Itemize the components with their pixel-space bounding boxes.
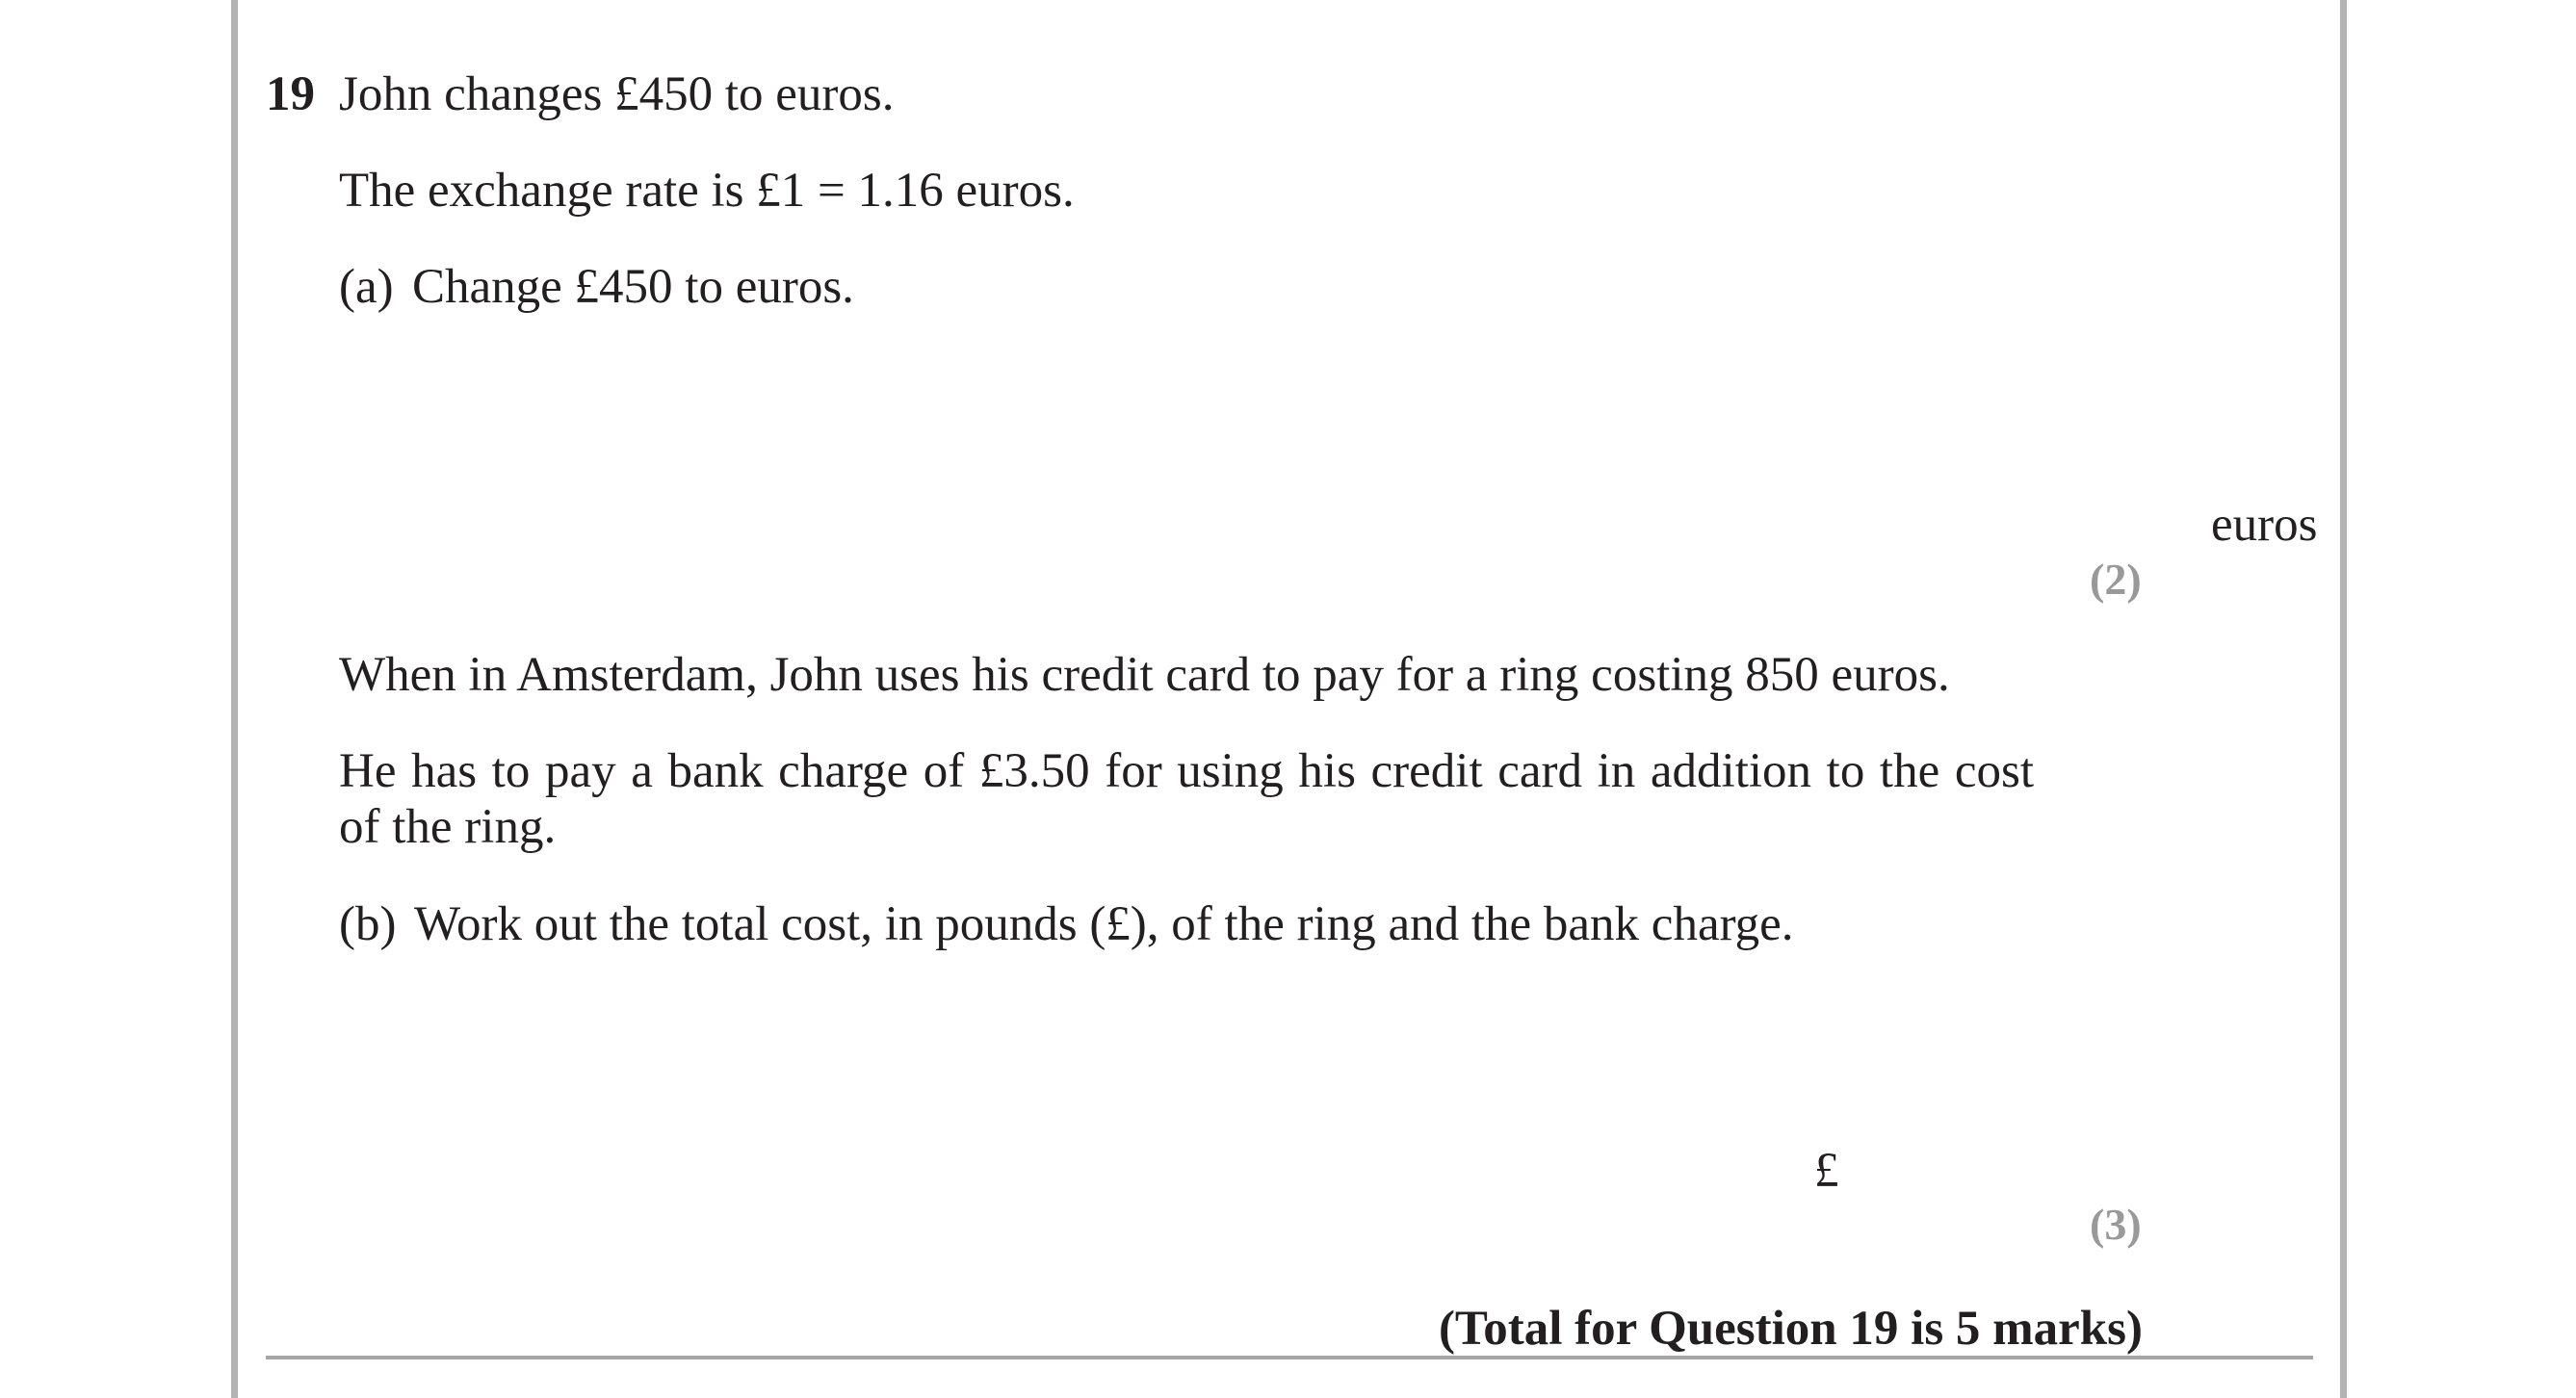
question-number: 19 bbox=[266, 67, 315, 121]
bottom-divider bbox=[266, 1356, 2313, 1359]
part-a-text: Change £450 to euros. bbox=[412, 260, 854, 314]
question-total-marks: (Total for Question 19 is 5 marks) bbox=[1438, 1302, 2143, 1356]
question-intro: John changes £450 to euros. bbox=[339, 67, 895, 121]
page-border-left bbox=[231, 0, 238, 1398]
context-paragraph-1: When in Amsterdam, John uses his credit card to pay for a ring costing 850 euros. bbox=[339, 648, 1950, 702]
part-a-answer-unit: euros bbox=[2211, 498, 2318, 552]
part-a-marks: (2) bbox=[2090, 555, 2142, 604]
part-b-label: (b) bbox=[339, 897, 397, 951]
part-b-marks: (3) bbox=[2090, 1200, 2142, 1249]
exchange-rate: The exchange rate is £1 = 1.16 euros. bbox=[339, 164, 1075, 218]
part-b-text: Work out the total cost, in pounds (£), of the ring and the bank charge. bbox=[414, 897, 1794, 951]
part-b-answer-prefix: £ bbox=[1814, 1144, 1839, 1198]
part-a-label: (a) bbox=[339, 260, 394, 314]
page-border-right bbox=[2340, 0, 2347, 1398]
context-paragraph-2: He has to pay a bank charge of £3.50 for using his credit card in addition to the cost of the ring. bbox=[339, 744, 2034, 854]
